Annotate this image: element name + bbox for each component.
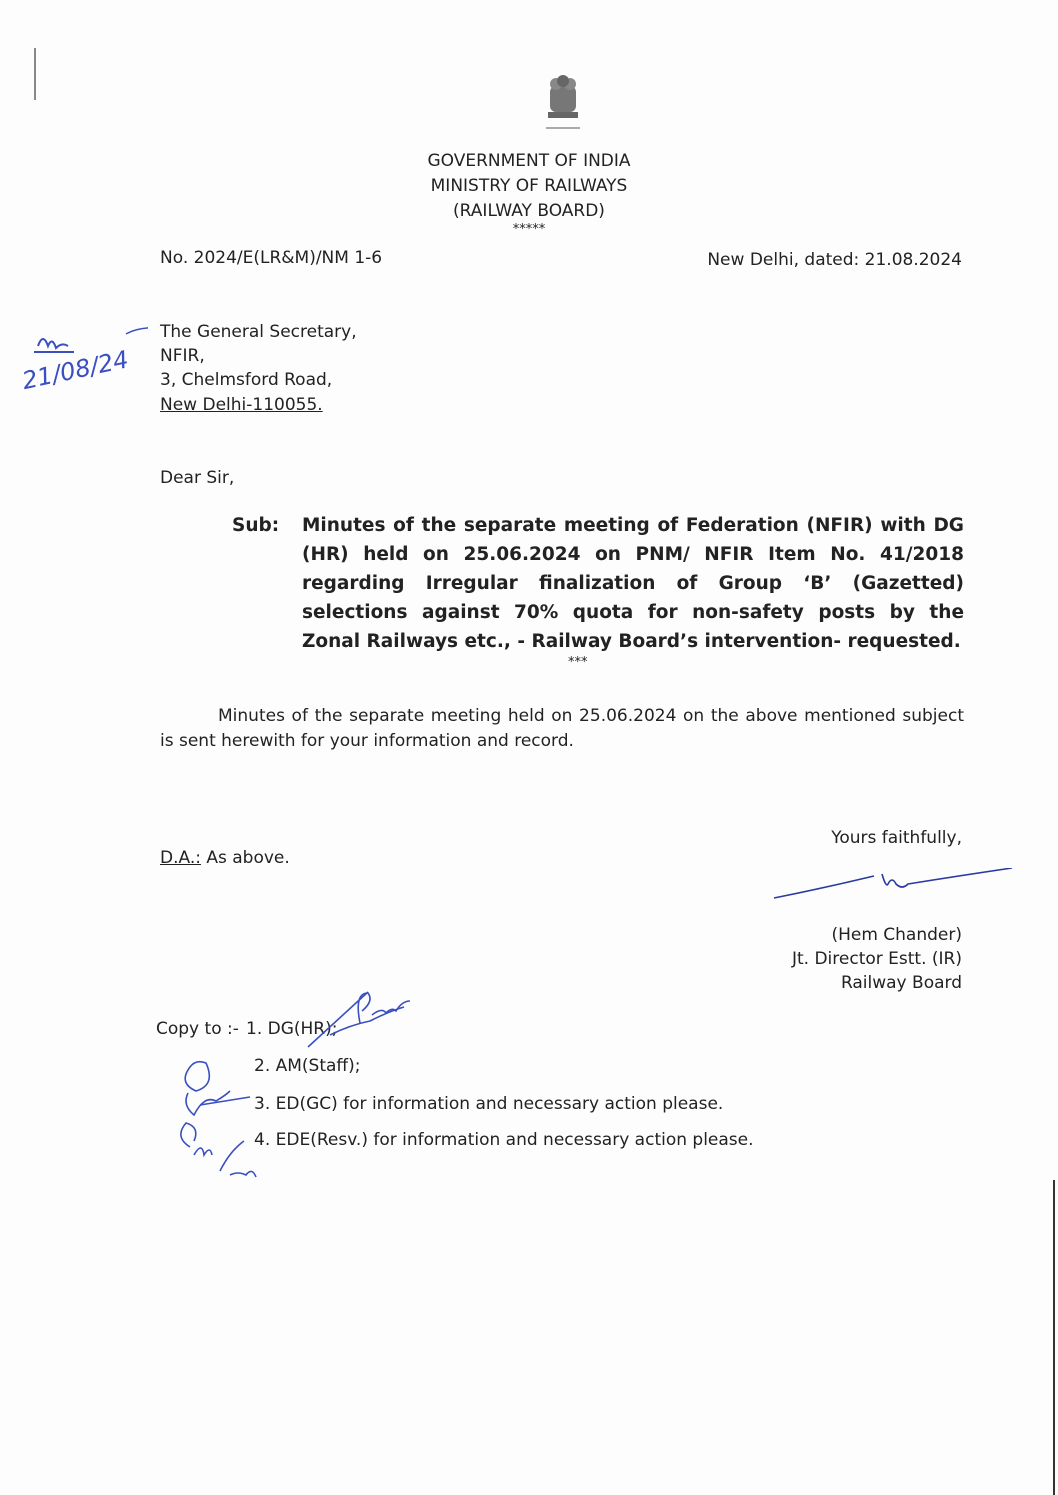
signature: [770, 868, 1020, 913]
addressee-line-2: NFIR,: [160, 346, 205, 366]
signatory-office: Railway Board: [840, 973, 962, 993]
handwritten-date-note: [8, 326, 148, 401]
header-government: GOVERNMENT OF INDIA: [427, 151, 631, 171]
signatory-name: (Hem Chander): [831, 925, 962, 945]
copy-to-item-2: 2. AM(Staff);: [254, 1056, 361, 1076]
page-margin-mark: [34, 48, 36, 100]
enclosure-text: As above.: [200, 848, 290, 868]
copy-to-label: Copy to :-: [156, 1019, 239, 1039]
national-emblem-logo: [540, 72, 586, 134]
copy-to-item-1: 1. DG(HR);: [246, 1019, 338, 1039]
addressee-line-3: 3, Chelmsford Road,: [160, 370, 333, 390]
reference-number: No. 2024/E(LR&M)/NM 1-6: [160, 248, 383, 268]
header-stars: *****: [512, 222, 546, 237]
handwritten-initials: [160, 975, 440, 1200]
enclosure: [160, 848, 290, 868]
enclosure-label: D.A.:: [160, 848, 201, 868]
letter-date: New Delhi, dated: 21.08.2024: [707, 250, 962, 270]
subject-block: [232, 511, 964, 656]
header-ministry: MINISTRY OF RAILWAYS: [430, 176, 628, 196]
signatory-designation: Jt. Director Estt. (IR): [791, 949, 962, 969]
closing: Yours faithfully,: [831, 828, 962, 848]
salutation: Dear Sir,: [160, 468, 235, 488]
subject-separator: ***: [568, 655, 588, 670]
copy-to-item-3: 3. ED(GC) for information and necessary action please.: [254, 1094, 724, 1114]
header-board: (RAILWAY BOARD): [453, 201, 605, 221]
body-paragraph: Minutes of the separate meeting held on 25.06.2024 on the above mentioned subject is sent herewith for your information and record.: [160, 706, 964, 751]
addressee-line-4: New Delhi-110055.: [160, 395, 323, 415]
subject-text: Minutes of the separate meeting of Federation (NFIR) with DG (HR) held on 25.06.2024 on PNM/ NFIR Item No. 41/2018 regarding Irregular finalization of Group ‘B’ (Gazetted) selections against 70% quota for non-safety posts by the Zonal Railways etc., - Railway Board’s intervention- requested.: [302, 515, 964, 652]
subject-label: Sub:: [232, 515, 280, 536]
addressee-line-1: The General Secretary,: [160, 322, 357, 342]
copy-to-item-4: 4. EDE(Resv.) for information and necessary action please.: [254, 1130, 754, 1150]
right-edge-line: [1053, 1180, 1055, 1495]
svg-text:21/08/24: 21/08/24: [19, 345, 131, 396]
